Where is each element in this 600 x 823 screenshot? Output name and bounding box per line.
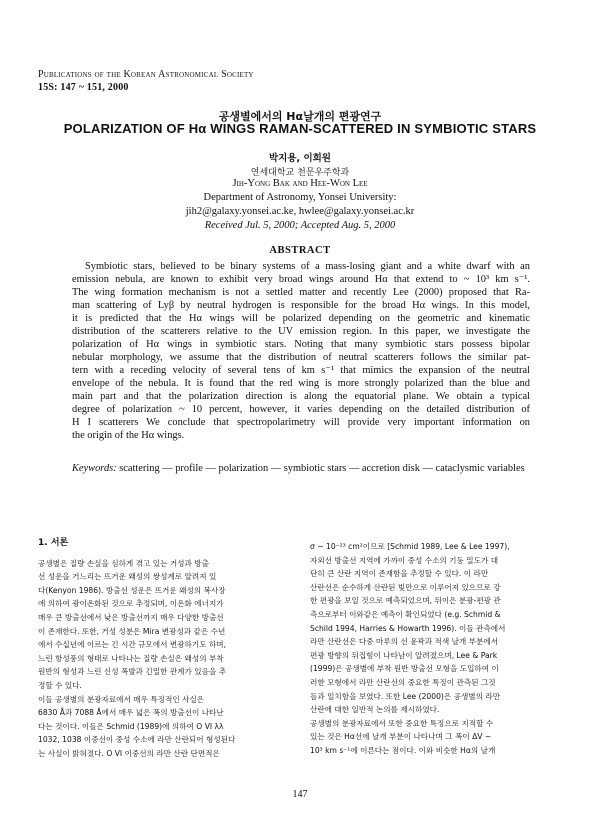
author-emails: jih2@galaxy.yonsei.ac.ke, hwlee@galaxy.yonsei.ac.kr bbox=[185, 206, 415, 217]
abstract-line: man scattering of Lyβ by neutral hydrogen is responsible for the broad Hα wings. In this model, bbox=[72, 300, 530, 311]
text-line: 이들 공생별의 분광자료에서 매우 특징적인 사실은 bbox=[38, 694, 205, 704]
abstract-line: nebular morphology, we assume that the distribution of neutral scatterers follows the similar pat- bbox=[72, 352, 530, 363]
text-line: 에 의하여 광이온화된 것으로 추정되며, 이온화 에너지가 bbox=[38, 599, 224, 609]
authors-english: Jih-Yong Bak and Hee-Won Lee bbox=[232, 178, 368, 189]
text-line: 라만 산란선은 다중 마루의 선 윤곽과 적색 날개 부분에서 bbox=[310, 637, 499, 647]
text-line: 매우 큰 방출선에서 낮은 방출선까지 매우 다양한 방출선 bbox=[38, 612, 224, 622]
abstract-line: polarization of Hα wings in symbiotic stars. Noting that many symbiotic stars possess bipolar bbox=[72, 339, 530, 350]
journal-name: Publications of the Korean Astronomical Society bbox=[38, 69, 254, 80]
text-line: 다(Kenyon 1986). 방출선 성운은 뜨거운 왜성의 복사장 bbox=[38, 585, 226, 595]
text-line: 자외선 방출선 지역에 가까이 중성 수소의 기둥 밀도가 대 bbox=[310, 555, 499, 565]
text-line: 이 존재한다. 또한, 거성 성분은 Mira 변광성과 같은 수년 bbox=[38, 626, 226, 636]
text-line: 단히 큰 산란 지역이 존재함을 추정할 수 있다. 이 라만 bbox=[310, 569, 489, 579]
text-line: 원반의 형성과 느린 신성 폭발과 긴밀한 관계가 있음을 추 bbox=[38, 667, 227, 677]
text-line: 공생별의 분광자료에서 또한 중요한 특징으로 지적할 수 bbox=[310, 718, 494, 728]
section-column-right bbox=[310, 540, 570, 758]
text-line: 에서 수십년에 이르는 긴 시간 규모에서 변광하기도 하며, bbox=[38, 640, 227, 650]
text-line: 6830 Å과 7088 Å에서 매우 넓은 폭의 방출선이 나타난 bbox=[38, 708, 224, 718]
abstract-line: it is predicted that the Hα wings will be polarized depending on the geometric and kinematic bbox=[72, 313, 530, 324]
keywords-label: Keywords: bbox=[72, 463, 117, 474]
text-line: 느린 항성풍의 형태로 나타나는 질량 손실은 왜성의 부착 bbox=[38, 653, 224, 663]
section-heading: 1. 서론 bbox=[38, 538, 69, 548]
keywords bbox=[72, 462, 530, 475]
text-line: (1999)은 공생별에 부착 원반 방출선 모형을 도입하여 이 bbox=[310, 664, 499, 674]
text-line: Schild 1994, Harries & Howarth 1996). 이들 관측에서 bbox=[310, 623, 506, 633]
text-line: 산란선은 순수하게 산란된 빛만으로 이루어져 있으므로 강 bbox=[310, 582, 501, 592]
page-number: 147 bbox=[292, 789, 308, 800]
volume-line: 15S: 147 ~ 151, 2000 bbox=[38, 82, 129, 93]
title-english: POLARIZATION OF Hα WINGS RAMAN-SCATTERED IN SYMBIOTIC STARS bbox=[63, 121, 537, 136]
text-line: σ ~ 10⁻²³ cm²이므로 [Schmid 1989, Lee & Lee 1997), bbox=[310, 542, 510, 551]
text-line: 러한 모형에서 라만 산란선의 중요한 특징이 관측된 그것 bbox=[310, 677, 496, 687]
text-line: 있는 것은 Hα선에 날개 부분이 나타나며 그 폭이 ΔV ~ bbox=[310, 732, 492, 742]
title-korean: 공생별에서의 Hα날개의 편광연구 bbox=[218, 110, 382, 123]
authors-korean: 박지용, 이희원 bbox=[269, 153, 331, 164]
text-line: 10³ km s⁻¹에 이른다는 점이다. 이와 비슷한 Hα의 날개 bbox=[310, 745, 496, 755]
affiliation-korean: 연세대학교 천문우주학과 bbox=[250, 168, 350, 178]
abstract-line: The wing formation mechanism is not a settled matter and recently Lee (2000) proposed that Ra- bbox=[72, 287, 530, 298]
text-line: 정할 수 있다. bbox=[38, 680, 82, 690]
keywords-text: scattering — profile — polarization — symbiotic stars — accretion disk — cataclysmic variables bbox=[119, 463, 525, 474]
abstract-line: H I scatterers We conclude that spectropolarimetry will provide very important information on bbox=[72, 417, 530, 428]
journal-header bbox=[38, 68, 254, 94]
text-line: 측으로부터 이와같은 예측이 확인되었다 (e.g. Schmid & bbox=[310, 609, 501, 619]
abstract-heading: ABSTRACT bbox=[269, 245, 331, 256]
text-line: 공생별은 질량 손실을 심하게 겪고 있는 거성과 방출 bbox=[38, 558, 209, 568]
section-column-left bbox=[38, 537, 298, 761]
abstract-line: distribution of the scatterers relative to the UV emission region. In this paper, we investigate the bbox=[72, 326, 530, 337]
text-line: 편광 방향의 뒤집힘이 나타남이 알려졌으며, Lee & Park bbox=[310, 650, 498, 660]
abstract-line: degree of polarization ~ 10 percent, however, it varies depending on the detailed distribution of bbox=[72, 404, 530, 415]
text-line: 는 사실이 밝혀졌다. O VI 이중선의 라만 산란 단면적은 bbox=[38, 748, 220, 758]
text-line: 1032, 1038 이중선이 중성 수소에 라만 산란되어 형성된다 bbox=[38, 735, 236, 745]
affiliation-english: Department of Astronomy, Yonsei University: bbox=[203, 192, 397, 203]
abstract-line: emission nebula, are known to exhibit very broad wings around Hα that extend to ~ 10³ km s⁻¹. bbox=[72, 274, 530, 285]
text-line: 한 편광을 보일 것으로 예측되었으며, 뒤이은 분광-편광 관 bbox=[310, 596, 501, 606]
abstract-line: envelope of the nebula. It is found that the red wing is more strongly polarized than the blue and bbox=[72, 378, 530, 389]
abstract-line: Symbiotic stars, believed to be binary systems of a mass-losing giant and a white dwarf with an bbox=[85, 261, 530, 272]
text-line: 들과 일치함을 보였다. 또한 Lee (2000)은 공생별의 라만 bbox=[310, 691, 501, 701]
abstract-line: main part and that the polarization direction is along the equatorial plane. We obtain a typical bbox=[72, 391, 530, 402]
abstract-line: the origin of the Hα wings. bbox=[72, 430, 185, 441]
text-line: 산란에 대한 일반적 논의를 제시하였다. bbox=[310, 705, 440, 715]
text-line: 선 성운을 거느리는 뜨거운 왜성의 쌍성계로 알려져 있 bbox=[38, 572, 217, 582]
received-dates: Received Jul. 5, 2000; Accepted Aug. 5, 2000 bbox=[204, 220, 396, 231]
abstract-line: tern with a receding velocity of several tens of km s⁻¹ that mimics the expansion of the neutral bbox=[72, 365, 530, 376]
text-line: 다는 것이다. 이들은 Schmid (1989)에 의하여 O VI λλ bbox=[38, 721, 224, 731]
abstract-body bbox=[72, 260, 530, 442]
